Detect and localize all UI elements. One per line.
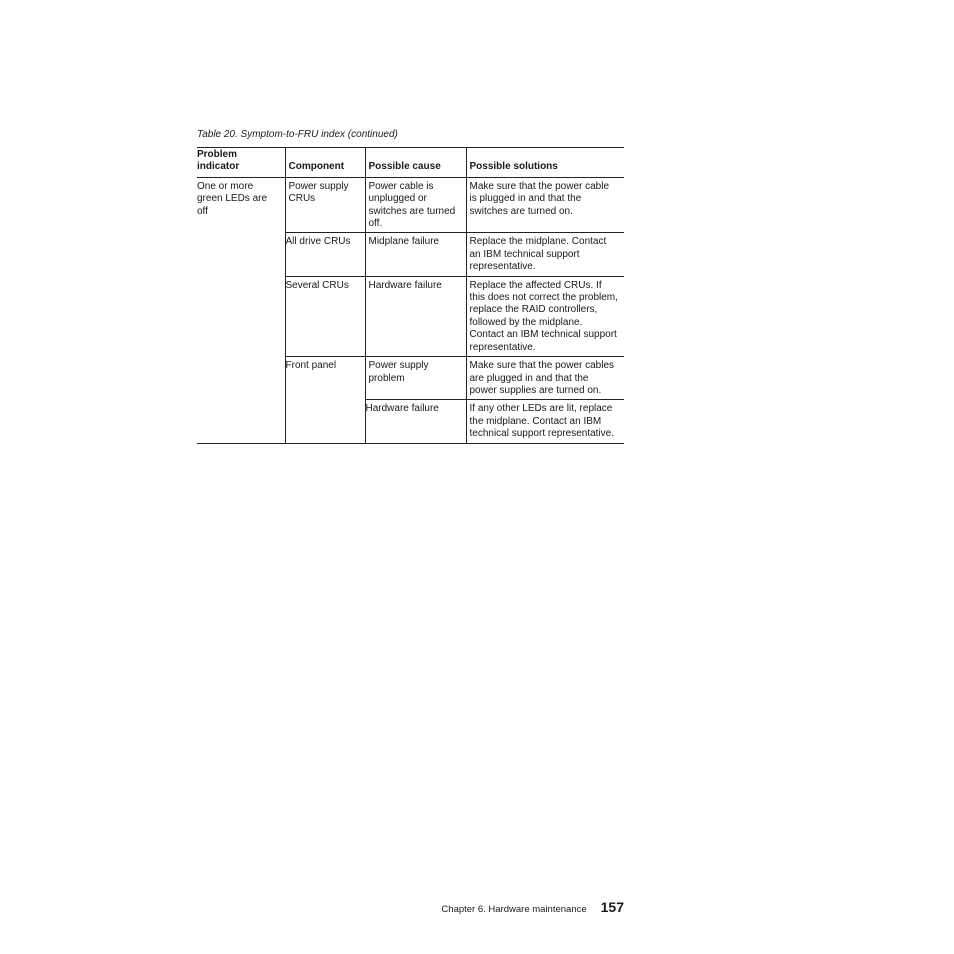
table-caption: Table 20. Symptom-to-FRU index (continued) bbox=[197, 129, 398, 140]
page-number: 157 bbox=[600, 899, 624, 915]
cell-possible-solution: If any other LEDs are lit, replace the midplane. Contact an IBM technical support representative. bbox=[466, 400, 624, 443]
cell-component: Several CRUs bbox=[285, 276, 365, 356]
table-row bbox=[197, 177, 624, 233]
symptom-to-fru-table bbox=[197, 147, 624, 444]
cell-possible-cause: Power supply problem bbox=[365, 357, 466, 400]
header-possible-cause: Possible cause bbox=[365, 148, 466, 178]
header-problem-indicator: Problem indicator bbox=[197, 148, 285, 178]
cell-possible-solution: Replace the affected CRUs. If this does not correct the problem, replace the RAID controllers, followed by the midplane. Contact an IBM technical support representative. bbox=[466, 276, 624, 356]
cell-possible-solution: Make sure that the power cable is plugged in and that the switches are turned on. bbox=[466, 177, 624, 233]
cell-possible-cause: Hardware failure bbox=[365, 400, 466, 443]
cell-possible-cause: Hardware failure bbox=[365, 276, 466, 356]
cell-possible-cause: Power cable is unplugged or switches are turned off. bbox=[365, 177, 466, 233]
cell-component: All drive CRUs bbox=[285, 233, 365, 276]
cell-component: Power supply CRUs bbox=[285, 177, 365, 233]
cell-possible-solution: Make sure that the power cables are plugged in and that the power supplies are turned on. bbox=[466, 357, 624, 400]
cell-component: Front panel bbox=[285, 357, 365, 443]
cell-possible-cause: Midplane failure bbox=[365, 233, 466, 276]
table-header-row bbox=[197, 148, 624, 178]
header-component: Component bbox=[285, 148, 365, 178]
page-footer bbox=[441, 899, 624, 915]
header-possible-solutions: Possible solutions bbox=[466, 148, 624, 178]
cell-problem-indicator: One or more green LEDs are off bbox=[197, 177, 285, 443]
footer-chapter-title: Chapter 6. Hardware maintenance bbox=[441, 904, 587, 915]
cell-possible-solution: Replace the midplane. Contact an IBM technical support representative. bbox=[466, 233, 624, 276]
